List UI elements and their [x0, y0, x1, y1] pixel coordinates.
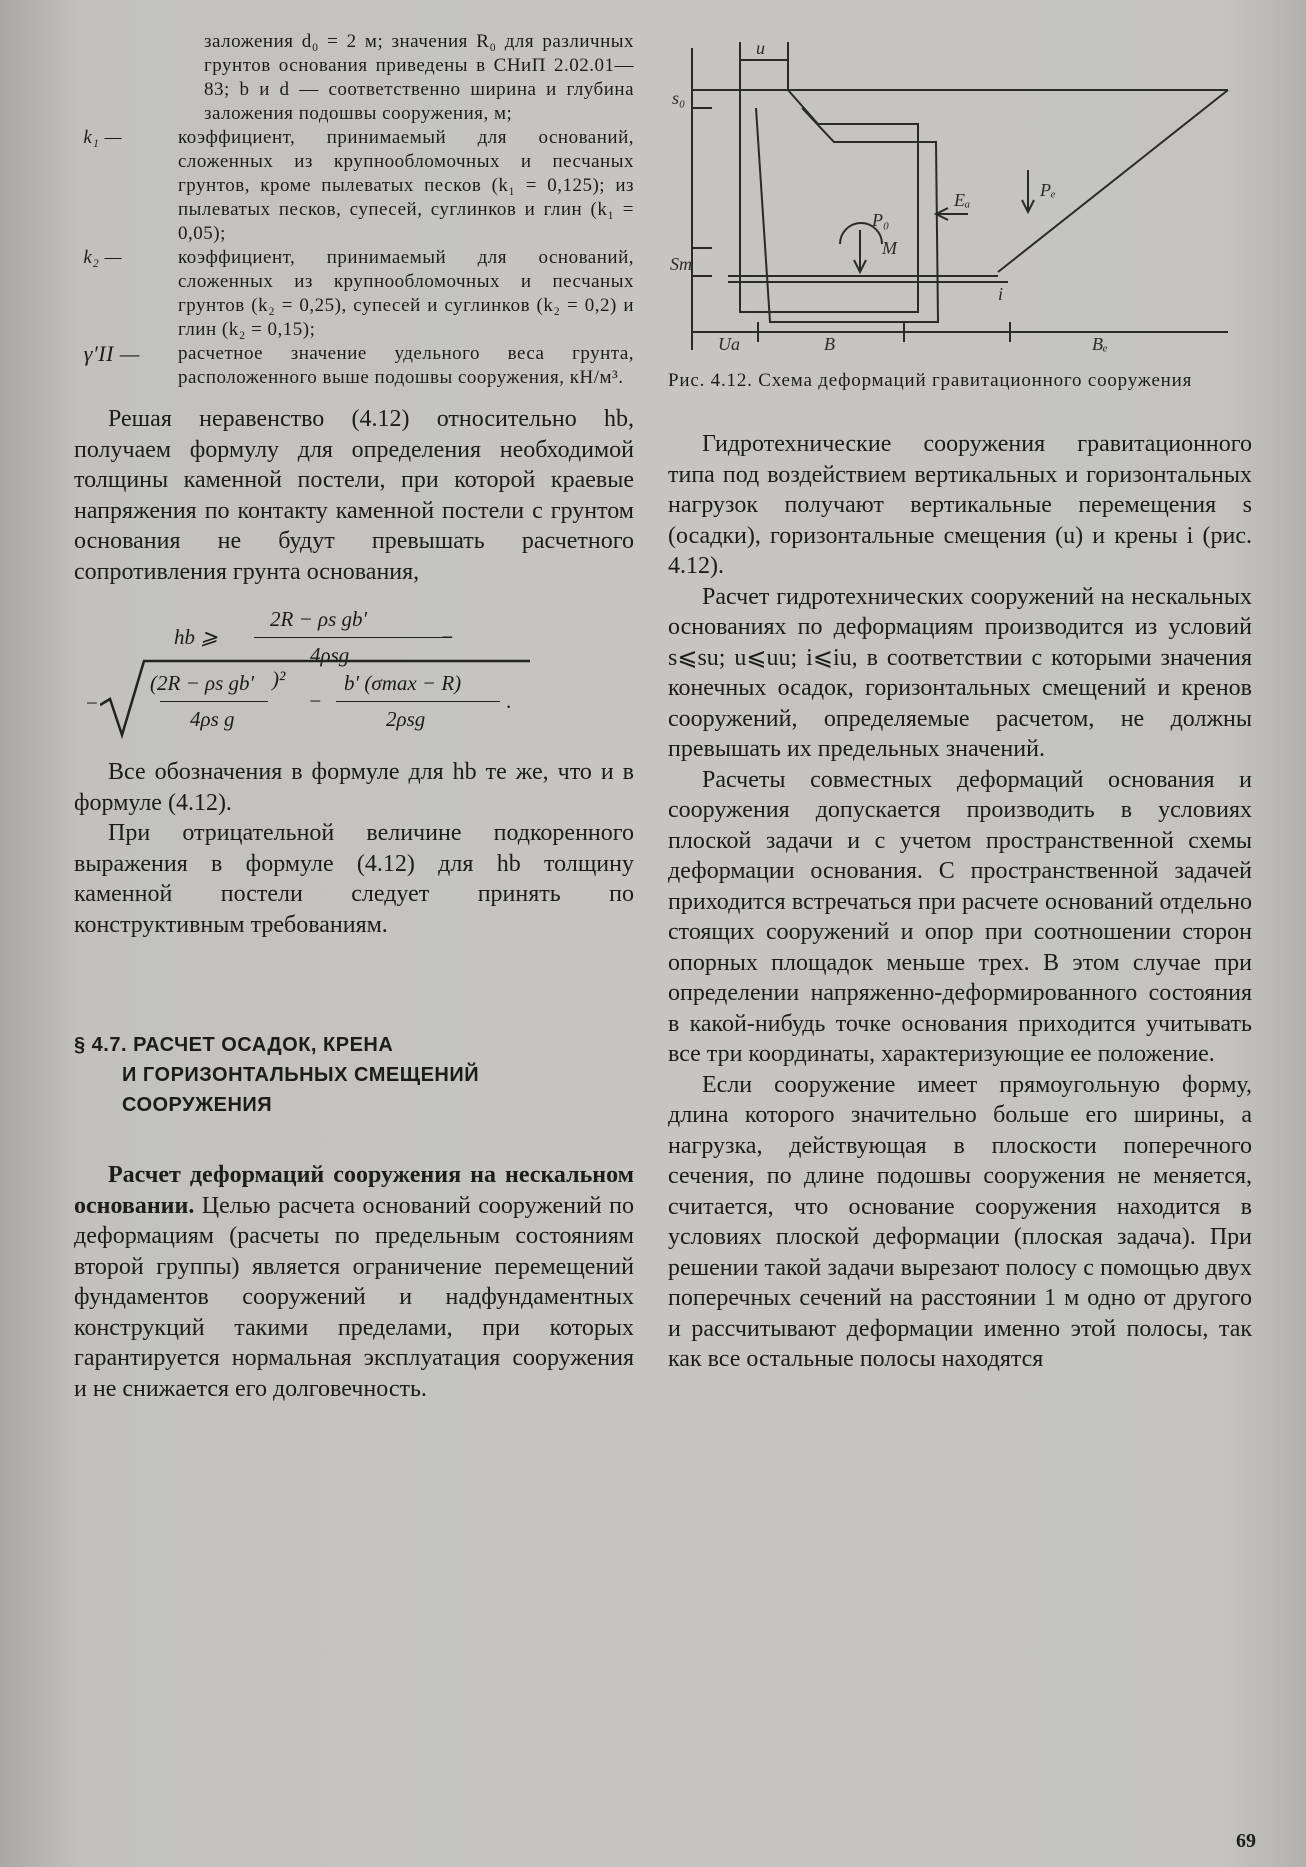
right-column	[668, 30, 1252, 1375]
definition-k2: k₂ — коэффициент, принимаемый для оснований, сложенных из крупнообломочных и песчаных грунтов (k₂ = 0,25), супесей и суглинков (k₂ = 0,2) и глин (k₂ = 0,15);	[83, 247, 634, 340]
page-number: 69	[1236, 1830, 1256, 1852]
paragraph-notation: Все обозначения в формуле для hb те же, что и в формуле (4.12).	[74, 759, 634, 816]
label-m: M	[882, 238, 897, 258]
paragraph-deformation: Расчет деформаций сооружения на нескальном основании. Целью расчета оснований сооружений по деформациям (расчеты по предельным состояниям второй группы) является ограничение перемещений фундаментов сооружений и надфундаментных конструкций такими пределами, при которых гарантируется нормальная эксплуатация сооружения и не снижается его долговечность.	[74, 1162, 634, 1402]
label-p0: P₀	[872, 210, 890, 230]
paragraph-solving: Решая неравенство (4.12) относительно hb, получаем формулу для определения необходимой толщины каменной постели, при которой краевые напряжения по контакту каменной постели с грунтом основания не будут превышать расчетного сопротивления грунта основания,	[74, 406, 634, 585]
paragraph-hydro-structures: Гидротехнические сооружения гравитационного типа под воздействием вертикальных и горизонтальных нагрузок получают вертикальные перемещения s (осадки), горизонтальные смещения (u) и крены i (рис. 4.12).	[668, 431, 1252, 579]
left-column	[74, 30, 634, 1404]
definition-gamma: γ′II — расчетное значение удельного веса грунта, расположенного выше подошвы сооружения, кН/м³.	[83, 341, 634, 388]
label-u: u	[756, 38, 765, 58]
paragraph-calculation: Расчет гидротехнических сооружений на нескальных основаниях по деформациям производится из условий s⩽su; u⩽uu; i⩽iu, в соответствии с которыми значения конечных осадок, горизонтальных смещений и кренов сооружений, определяемые расчетом, не должны превышать их предельных значений.	[668, 583, 1252, 762]
figure-caption: Рис. 4.12. Схема деформаций гравитационного сооружения	[668, 370, 1193, 391]
figure-deformation-scheme	[668, 30, 1248, 360]
paragraph-rectangular: Если сооружение имеет прямоугольную форму, длина которого значительно больше его ширины, а нагрузка, действующая в плоскости поперечного сечения, по длине подошвы сооружения не меняется, считается, что основание сооружения находится в условиях плоской деформации (плоская задача). При решении такой задачи вырезают полосу с помощью двух поперечных сечений на расстоянии 1 м одно от другого и рассчитывают деформации именно этой полосы, так как все остальные полосы находятся	[668, 1071, 1252, 1372]
label-ua: Ua	[718, 334, 740, 354]
deformation-diagram	[668, 30, 1248, 360]
label-i: i	[998, 284, 1004, 304]
label-ea: Eₐ	[954, 190, 971, 210]
label-pe: Pₑ	[1040, 180, 1056, 200]
paragraph-negative: При отрицательной величине подкоренного выражения в формуле (4.12) для hb толщину каменной постели следует принять по конструктивным требованиям.	[74, 820, 634, 938]
label-b: B	[824, 334, 835, 354]
label-s0: s₀	[672, 88, 686, 108]
label-sm: Sm	[670, 254, 692, 274]
definition-k1: k₁ — коэффициент, принимаемый для оснований, сложенных из крупнообломочных и песчаных грунтов, кроме пылеватых песков (k₁ = 0,125); из пылеватых песков, супесей, суглинков и глин (k₁ = 0,05);	[83, 127, 634, 244]
paragraph-joint-deformation: Расчеты совместных деформаций основания и сооружения допускается производить в условиях плоской задачи и с учетом пространственной схемы деформации основания. С пространственной задачей приходится встречаться при расчете оснований отдельно стоящих сооружений и опор при соотношении сторон опорных площадок меньше трех. В этом случае при определении напряженно-деформированного состояния в какой-нибудь точке основания приходится учитывать все три координаты, характеризующие ее положение.	[668, 766, 1252, 1067]
label-be: Bₑ	[1092, 334, 1108, 354]
section-heading: § 4.7. РАСЧЕТ ОСАДОК, КРЕНА И ГОРИЗОНТАЛЬНЫХ СМЕЩЕНИЙ СООРУЖЕНИЯ	[74, 1034, 480, 1116]
formula-hb: hb ⩾ 2R − ρs gb′ 4ρsg − − (2R − ρs gb′ )² 4ρs g − b′ (σmax − R) 2ρsg .	[74, 597, 634, 747]
definition-d0: заложения d₀ = 2 м; значения R₀ для различных грунтов основания приведены в СНиП 2.02.01—83; b и d — соответственно ширина и глубина заложения подошвы сооружения, м;	[204, 31, 634, 124]
